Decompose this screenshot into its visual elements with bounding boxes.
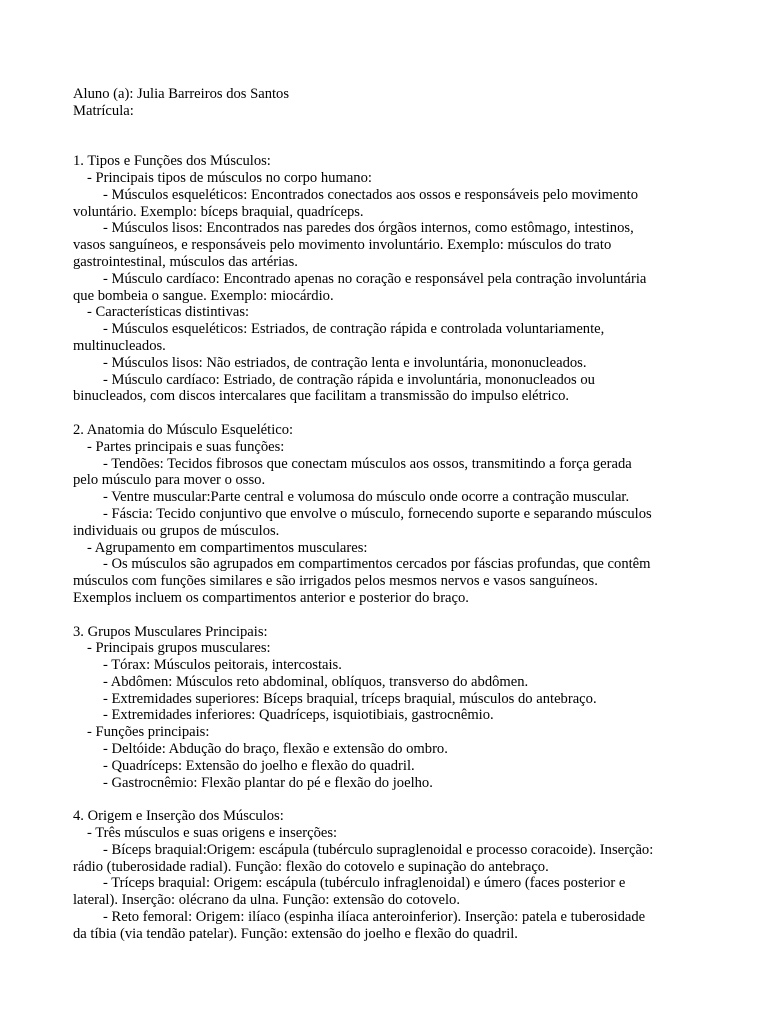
registration-label: Matrícula: (73, 102, 134, 119)
paragraph-line: - Bíceps braquial:Origem: escápula (tubérculo supraglenoidal e processo coracoide). Inserção: (103, 841, 654, 858)
subheading: - Três músculos e suas origens e inserções: (87, 825, 338, 842)
list-item: - Gastrocnêmio: Flexão plantar do pé e flexão do joelho. (103, 774, 433, 791)
section-title: 3. Grupos Musculares Principais: (73, 623, 268, 640)
paragraph-line: músculos com funções similares e são irrigados pelos mesmos nervos e vasos sanguíneos. (73, 573, 598, 590)
paragraph-line: lateral). Inserção: olécrano da ulna. Função: extensão do cotovelo. (73, 892, 460, 909)
paragraph-line: - Músculos esqueléticos: Encontrados conectados aos ossos e responsáveis pelo movimento (103, 186, 638, 203)
list-item: - Extremidades inferiores: Quadríceps, isquiotibiais, gastrocnêmio. (103, 707, 494, 724)
list-item: - Quadríceps: Extensão do joelho e flexão do quadril. (103, 757, 415, 774)
paragraph-line: - Músculo cardíaco: Estriado, de contração rápida e involuntária, mononucleados ou (103, 371, 595, 388)
paragraph-line: da tíbia (via tendão patelar). Função: extensão do joelho e flexão do quadril. (73, 925, 518, 942)
paragraph-line: Exemplos incluem os compartimentos anterior e posterior do braço. (73, 589, 469, 606)
subheading: - Características distintivas: (87, 304, 250, 321)
paragraph-line: rádio (tuberosidade radial). Função: flexão do cotovelo e supinação do antebraço. (73, 858, 549, 875)
list-item: - Extremidades superiores: Bíceps braquial, tríceps braquial, músculos do antebraço. (103, 690, 597, 707)
student-name: Aluno (a): Julia Barreiros dos Santos (73, 86, 290, 102)
paragraph-line: binucleados, com discos intercalares que facilitam a transmissão do impulso elétrico. (73, 388, 570, 405)
paragraph-line: que bombeia o sangue. Exemplo: miocárdio. (73, 287, 334, 304)
paragraph-line: - Tendões: Tecidos fibrosos que conectam músculos aos ossos, transmitindo a força gerada (103, 455, 632, 472)
paragraph-line: - Músculo cardíaco: Encontrado apenas no coração e responsável pela contração involuntária (103, 270, 647, 287)
subheading: - Agrupamento em compartimentos musculares: (87, 539, 368, 556)
paragraph-line: - Músculos esqueléticos: Estriados, de contração rápida e controlada voluntariamente, (103, 321, 605, 338)
section-title: 2. Anatomia do Músculo Esquelético: (73, 421, 294, 438)
paragraph-line: voluntário. Exemplo: bíceps braquial, quadríceps. (73, 203, 364, 220)
spacer (73, 120, 698, 154)
section-title: 1. Tipos e Funções dos Músculos: (73, 153, 271, 170)
paragraph-line: - Tríceps braquial: Origem: escápula (tubérculo infraglenoidal) e úmero (faces posterior e (103, 875, 626, 892)
paragraph-line: individuais ou grupos de músculos. (73, 522, 280, 539)
paragraph-line: - Músculos lisos: Encontrados nas paredes dos órgãos internos, como estômago, intestinos, (103, 220, 634, 237)
paragraph-line: gastrointestinal, músculos das artérias. (73, 253, 298, 270)
spacer (73, 791, 698, 808)
list-item: - Abdômen: Músculos reto abdominal, oblíquos, transverso do abdômen. (103, 673, 529, 690)
subheading: - Partes principais e suas funções: (87, 438, 285, 455)
paragraph-line: - Reto femoral: Origem: ilíaco (espinha ilíaca anteroinferior). Inserção: patela e tuberosidade (103, 909, 646, 926)
spacer (73, 607, 698, 624)
paragraph-line: - Músculos lisos: Não estriados, de contração lenta e involuntária, mononucleados. (103, 354, 587, 371)
paragraph-line: multinucleados. (73, 337, 166, 354)
spacer (73, 405, 698, 422)
list-item: - Deltóide: Abdução do braço, flexão e extensão do ombro. (103, 741, 448, 758)
paragraph-line: vasos sanguíneos, e responsáveis pelo movimento involuntário. Exemplo: músculos do trato (73, 237, 612, 254)
subheading: - Funções principais: (87, 724, 210, 741)
paragraph-line: - Fáscia: Tecido conjuntivo que envolve o músculo, fornecendo suporte e separando músculos (103, 505, 652, 522)
paragraph-line: - Ventre muscular:Parte central e volumosa do músculo onde ocorre a contração muscular. (103, 489, 630, 506)
paragraph-line: - Os músculos são agrupados em compartimentos cercados por fáscias profundas, que contêm (103, 556, 651, 573)
subheading: - Principais tipos de músculos no corpo humano: (87, 169, 372, 186)
section-title: 4. Origem e Inserção dos Músculos: (73, 808, 284, 825)
list-item: - Tórax: Músculos peitorais, intercostais. (103, 657, 342, 674)
subheading: - Principais grupos musculares: (87, 640, 271, 657)
paragraph-line: pelo músculo para mover o osso. (73, 472, 266, 489)
